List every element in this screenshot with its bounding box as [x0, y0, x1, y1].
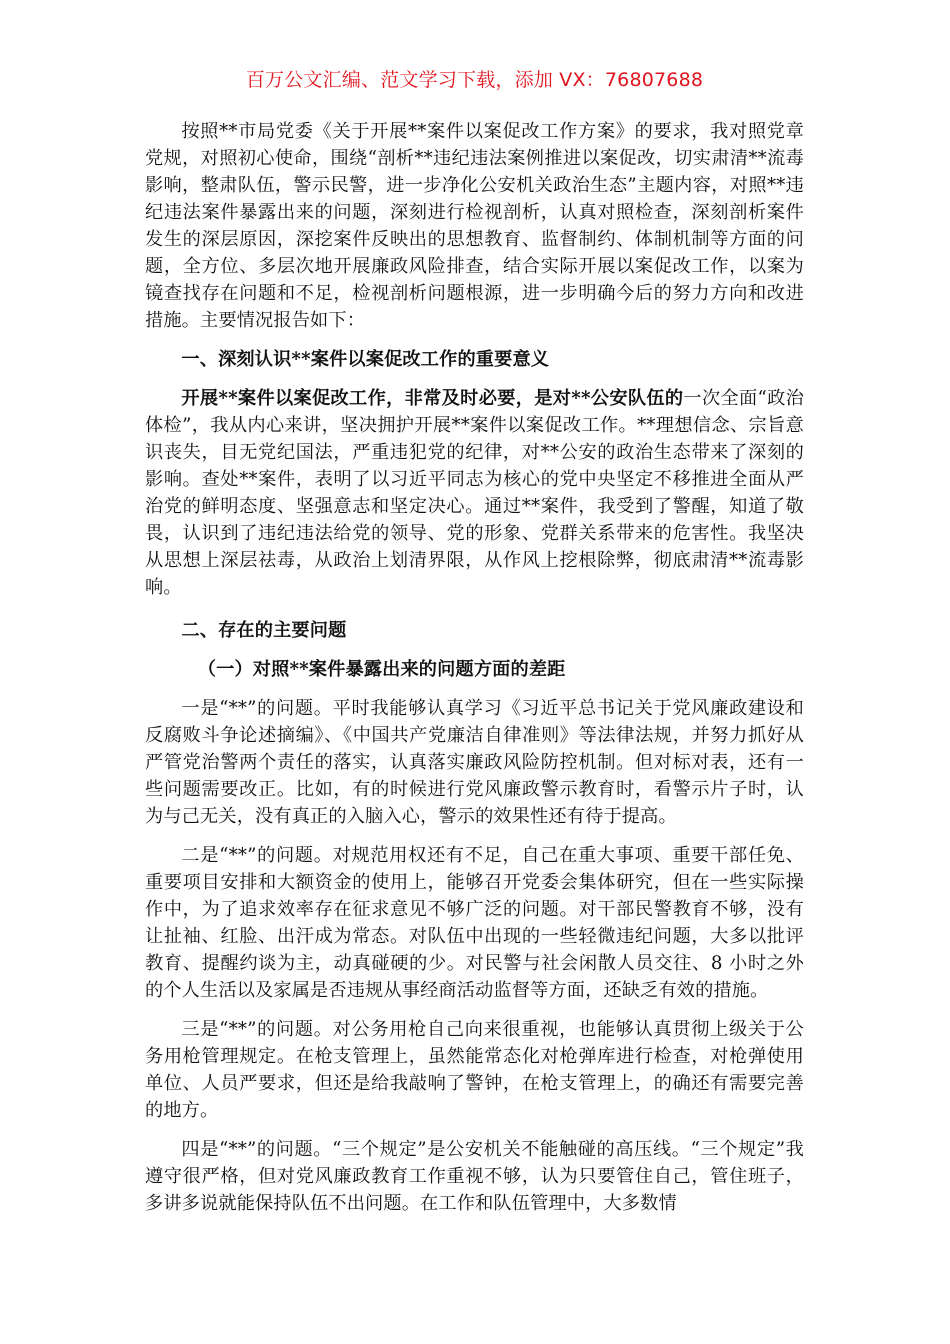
promo-header: 百万公文汇编、范文学习下载，添加 VX：76807688 [245, 69, 704, 91]
problem-3-paragraph: 三是“**”的问题。对公务用枪自己向来很重视，也能够认真贯彻上级关于公务用枪管理规定。在枪支管理上，虽然能常态化对枪弹库进行检查，对枪弹使用单位、人员严要求，但还是给我敲响了警钟，在枪支管理上，的确还有需要完善的地方。 [145, 1019, 804, 1121]
problem-2-paragraph: 二是“**”的问题。对规范用权还有不足，自己在重大事项、重要干部任免、重要项目安排和大额资金的使用上，能够召开党委会集体研究，但在一些实际操作中，为了追求效率存在征求意见不够广泛的问题。对干部民警教育不够，没有让扯袖、红脸、出汗成为常态。对队伍中出现的一些轻微违纪问题，大多以批评教育、提醒约谈为主，动真碰硬的少。对民警与社会闲散人员交往、8 小时之外的个人生活以及家属是否违规从事经商活动监督等方面，还缺乏有效的措施。 [145, 845, 804, 1001]
section-1-heading: 一、深刻认识**案件以案促改工作的重要意义 [181, 349, 550, 370]
problem-4-paragraph: 四是“**”的问题。“三个规定”是公安机关不能触碰的高压线。“三个规定”我遵守很严格，但对党风廉政教育工作重视不够，认为只要管住自己，管住班子，多讲多说就能保持队伍不出问题。在工作和队伍管理中，大多数情 [145, 1139, 804, 1214]
intro-paragraph: 按照**市局党委《关于开展**案件以案促改工作方案》的要求，我对照党章党规，对照初心使命，围绕“剖析**违纪违法案例推进以案促改，切实肃清**流毒影响，整肃队伍，警示民警，进一步净化公安机关政治生态”主题内容，对照**违纪违法案件暴露出来的问题，深刻进行检视剖析，认真对照检查，深刻剖析案件发生的深层原因，深挖案件反映出的思想教育、监督制约、体制机制等方面的问题，全方位、多层次地开展廉政风险排查，结合实际开展以案促改工作，以案为镜查找存在问题和不足，检视剖析问题根源，进一步明确今后的努力方向和改进措施。主要情况报告如下： [145, 121, 804, 331]
section-1-lead-bold: 开展**案件以案促改工作，非常及时必要，是对**公安队伍的 [181, 388, 684, 409]
section-2-heading: 二、存在的主要问题 [181, 620, 347, 641]
subsection-1-heading: （一）对照**案件暴露出来的问题方面的差距 [197, 659, 566, 680]
section-1-text: 一次全面“政治体检”，我从内心来讲，坚决拥护开展**案件以案促改工作。**理想信念、宗旨意识丧失，目无党纪国法，严重违犯党的纪律，对**公安的政治生态带来了深刻的影响。查处**案件，表明了以习近平同志为核心的党中央坚定不移推进全面从严治党的鲜明态度、坚强意志和坚定决心。通过**案件，我受到了警醒，知道了敬畏，认识到了违纪违法给党的领导、党的形象、党群关系带来的危害性。我坚决从思想上深层祛毒，从政治上划清界限，从作风上挖根除弊，彻底肃清**流毒影响。 [145, 388, 804, 598]
section-1-paragraph [145, 385, 804, 601]
problem-1-paragraph: 一是“**”的问题。平时我能够认真学习《习近平总书记关于党风廉政建设和反腐败斗争论述摘编》、《中国共产党廉洁自律准则》等法律法规，并努力抓好从严管党治警两个责任的落实，认真落实廉政风险防控机制。但对标对表，还有一些问题需要改正。比如，有的时候进行党风廉政警示教育时，看警示片子时，认为与己无关，没有真正的入脑入心，警示的效果性还有待于提高。 [145, 698, 804, 827]
document-body [145, 118, 804, 1217]
